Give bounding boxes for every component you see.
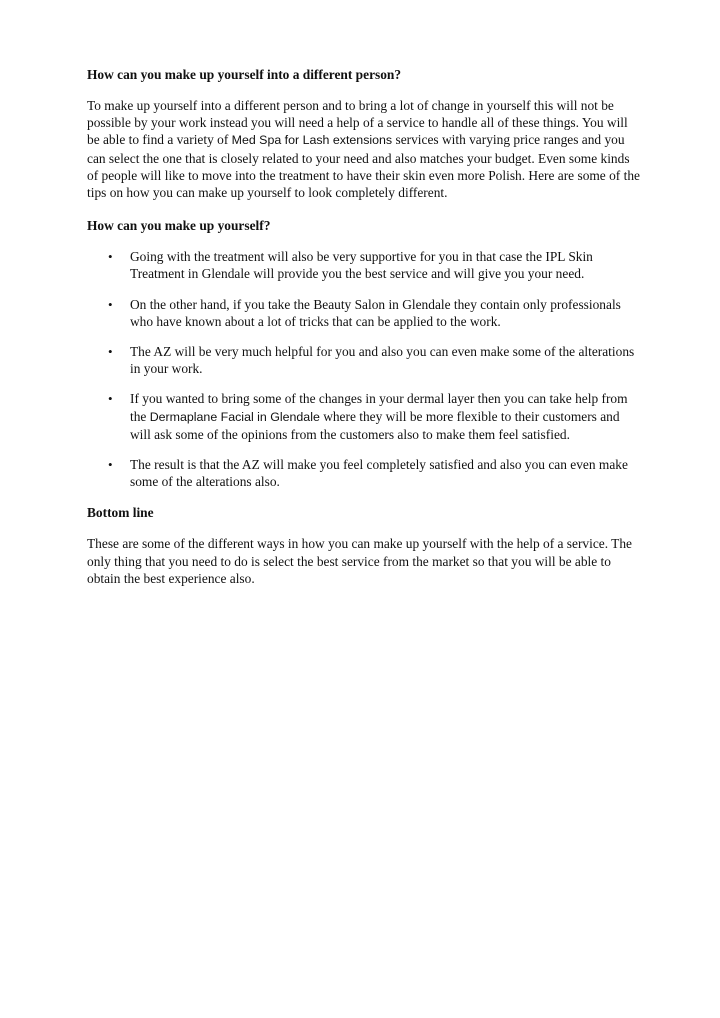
tip-item-beauty-salon <box>87 296 640 330</box>
med-spa-lash-extensions-link[interactable]: Med Spa for Lash extensions <box>231 133 393 148</box>
bullet-icon: • <box>108 249 113 265</box>
intro-text-before-link: To make up yourself into a different person and to bring a lot of change in yourself this will not be possible by your work instead you will need a help of a service to handle all of these things. You will be able to find a variety of <box>87 98 628 148</box>
conclusion-paragraph: These are some of the different ways in how you can make up yourself with the help of a service. The only thing that you need to do is select the best service from the market so that you will be able to obtain the best experience also. <box>87 536 632 586</box>
bullet-icon: • <box>108 457 113 473</box>
dermaplane-facial-link[interactable]: Dermaplane Facial in Glendale <box>149 409 320 424</box>
tip-item-dermaplane <box>87 390 640 443</box>
bullet-icon: • <box>108 344 113 360</box>
bullet-icon: • <box>108 296 113 312</box>
bullet-icon: • <box>108 391 113 407</box>
tip-item-az-helpful <box>87 343 640 377</box>
tip-text-before-link: If you wanted to bring some of the changes in your dermal layer then you can take help from the <box>130 391 628 424</box>
intro-paragraph <box>87 97 640 201</box>
tip-text: Going with the treatment will also be very supportive for you in that case the IPL Skin Treatment in Glendale will provide you the best service and will give you your need. <box>130 249 593 282</box>
heading-bottom-line: Bottom line <box>87 505 154 521</box>
tip-item-az-satisfied <box>87 456 640 490</box>
heading-make-up-yourself: How can you make up yourself? <box>87 218 271 234</box>
tip-item-ipl <box>87 248 640 282</box>
tips-list <box>87 248 640 490</box>
tip-text: The AZ will be very much helpful for you and also you can even make some of the alterations in your work. <box>130 344 635 377</box>
tip-text-after-link: where they will be more flexible to their customers and will ask some of the opinions from the customers also to make them feel satisfied. <box>130 408 620 442</box>
tip-text: On the other hand, if you take the Beauty Salon in Glendale they contain only professionals who have known about a lot of tricks that can be applied to the work. <box>130 296 621 329</box>
heading-different-person: How can you make up yourself into a different person? <box>87 67 402 82</box>
intro-text-after-link: services with varying price ranges and you can select the one that is closely related to your need and also matches your budget. Even some kinds of people will like to move into the treatment to have their skin even more Polish. Here are some of the tips on how you can make up yourself to look completely different. <box>87 132 640 201</box>
tip-text: The result is that the AZ will make you feel completely satisfied and also you can even make some of the alterations also. <box>130 457 628 490</box>
